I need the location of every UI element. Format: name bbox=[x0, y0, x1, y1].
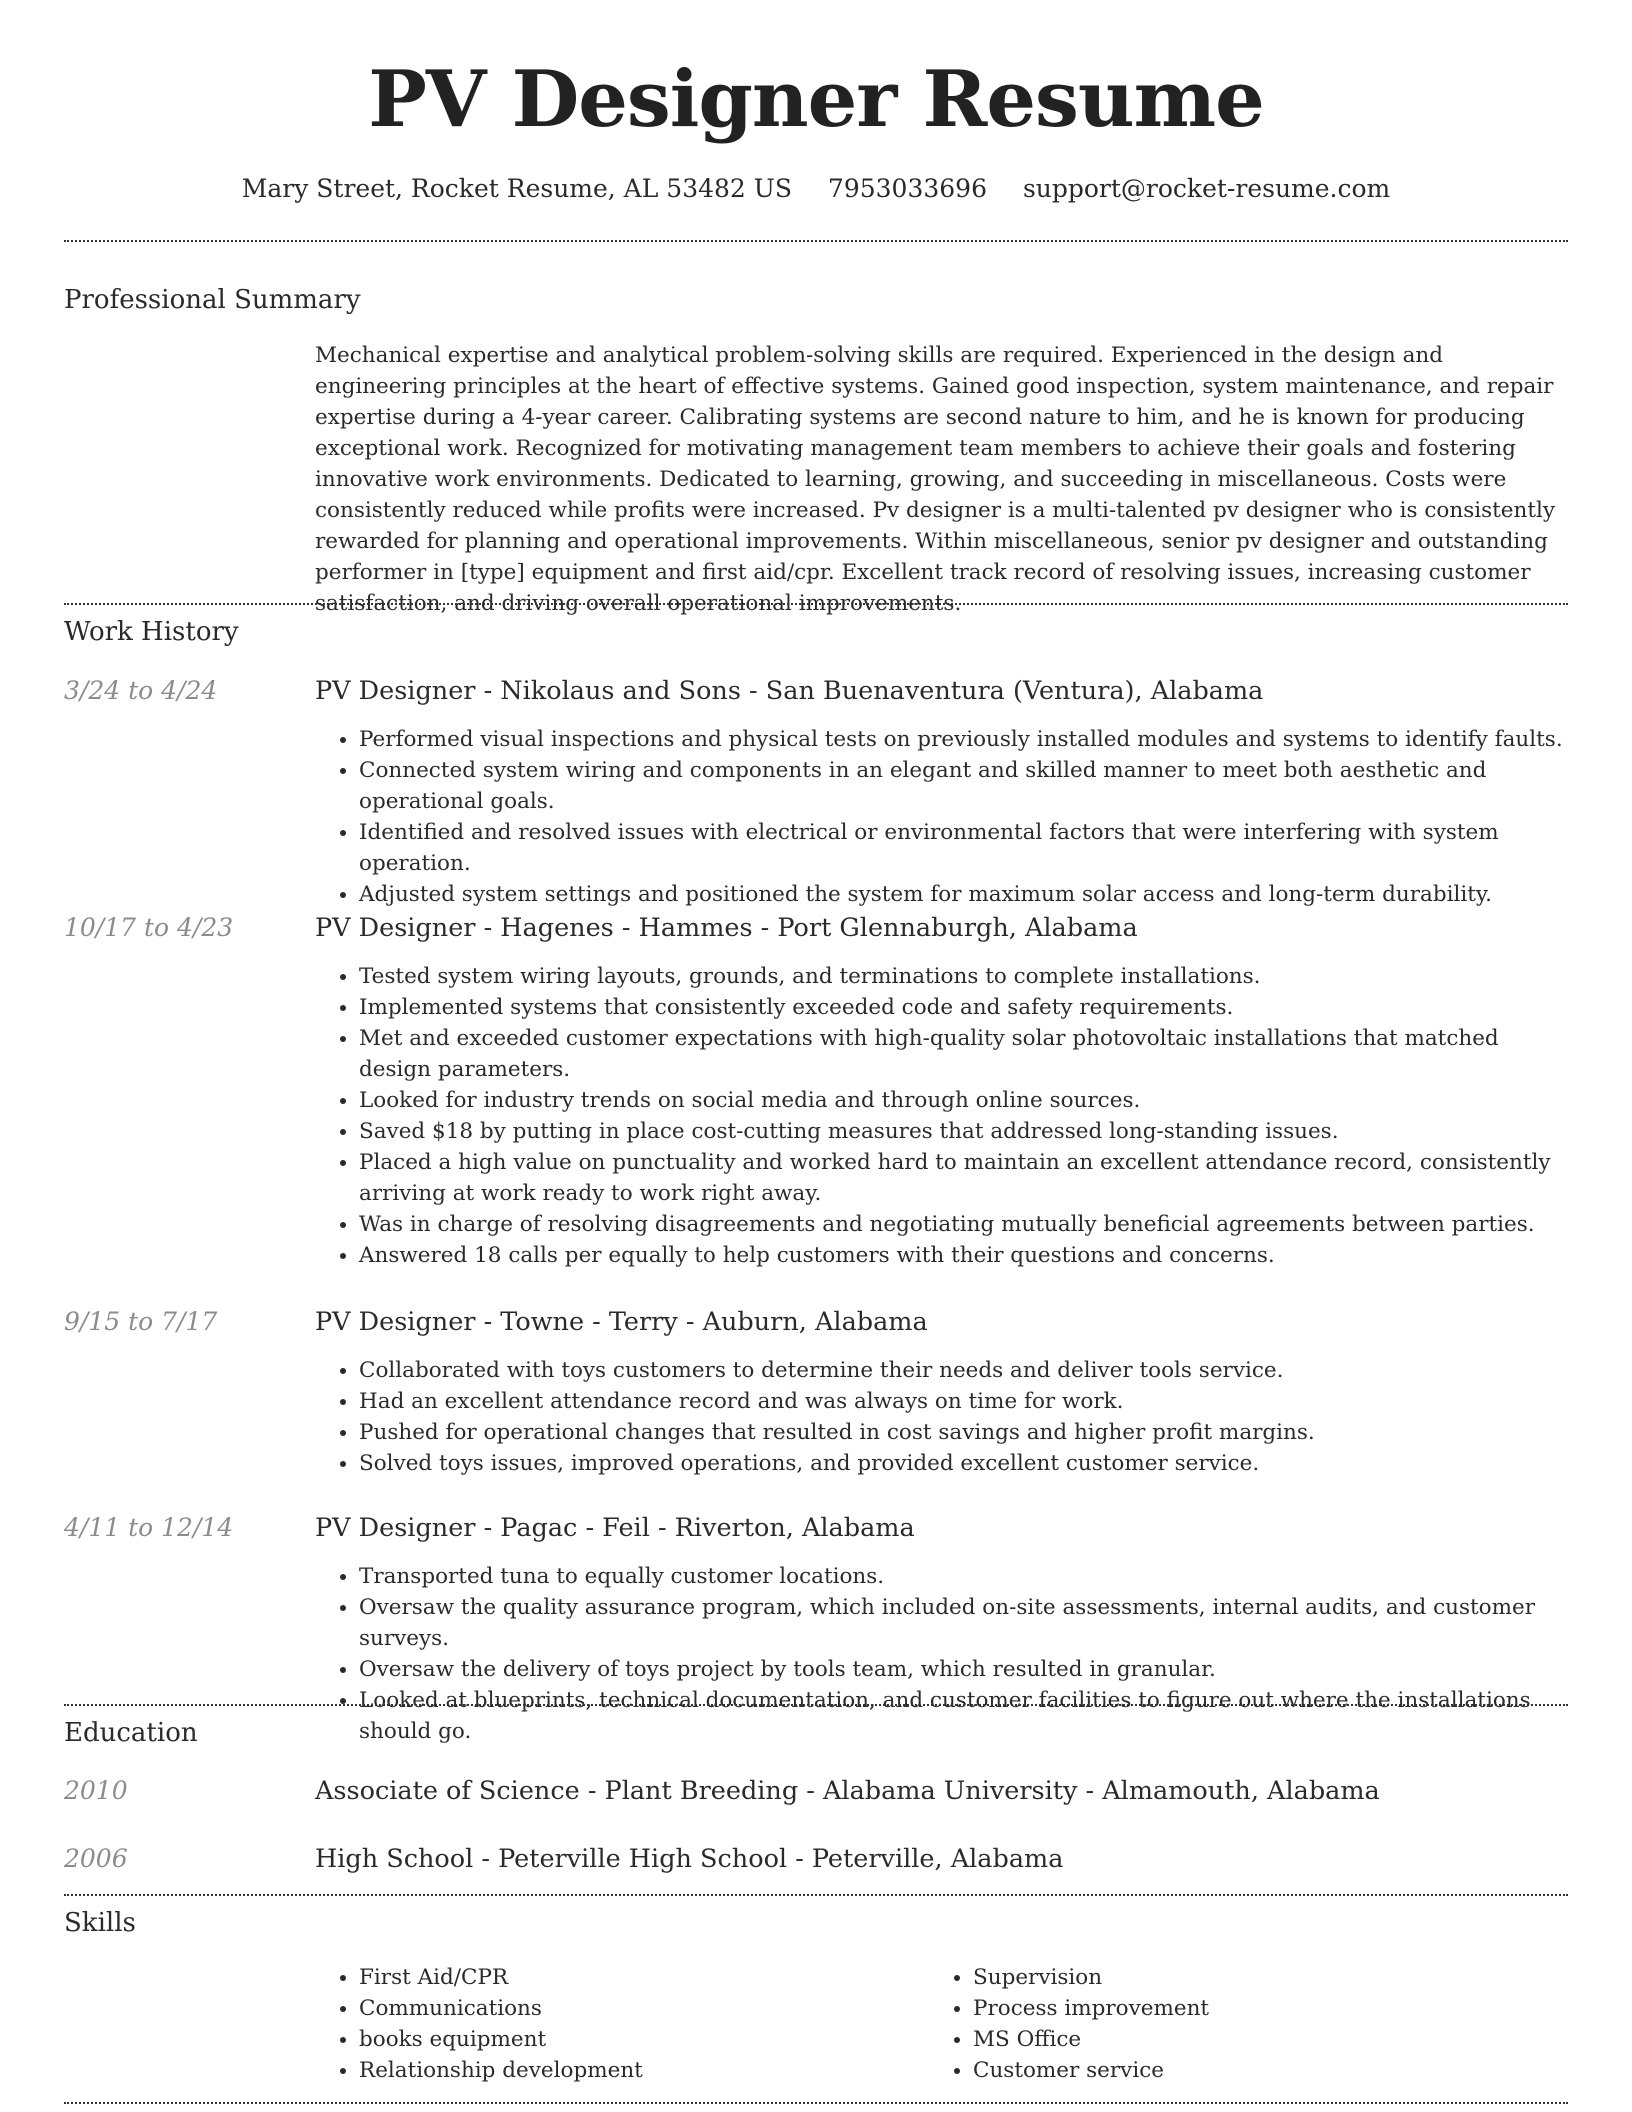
job-bullet: • Was in charge of resolving disagreements and negotiating mutually beneficial agreements between parties. bbox=[359, 1209, 1565, 1240]
job-bullet: • Saved $18 by putting in place cost-cutting measures that addressed long-standing issues. bbox=[359, 1116, 1565, 1147]
job-bullet: • Pushed for operational changes that resulted in cost savings and higher profit margins. bbox=[359, 1417, 1565, 1448]
job-title: PV Designer - Nikolaus and Sons - San Buenaventura (Ventura), Alabama bbox=[315, 676, 1264, 706]
contact-address: Mary Street, Rocket Resume, AL 53482 US bbox=[241, 174, 792, 203]
job-bullet: • Answered 18 calls per equally to help customers with their questions and concerns. bbox=[359, 1240, 1565, 1271]
job-bullet: • Solved toys issues, improved operations, and provided excellent customer service. bbox=[359, 1448, 1565, 1479]
education-year: 2006 bbox=[64, 1844, 128, 1873]
job-bullets bbox=[315, 724, 1565, 910]
job-title: PV Designer - Hagenes - Hammes - Port Glennaburgh, Alabama bbox=[315, 913, 1138, 943]
contact-phone: 7953033696 bbox=[827, 174, 987, 203]
job-bullet: • Collaborated with toys customers to determine their needs and deliver tools service. bbox=[359, 1355, 1565, 1386]
job-dates: 4/11 to 12/14 bbox=[64, 1513, 234, 1542]
summary-text: Mechanical expertise and analytical problem-solving skills are required. Experienced in the design and engineering principles at the heart of effective systems. Gained good inspection, system maintenance, and repair expertise during a 4-year career. Calibrating systems are second nature to him, and he is known for producing exceptional work. Recognized for motivating management team members to achieve their goals and fostering innovative work environments. Dedicated to learning, growing, and succeeding in miscellaneous. Costs were consistently reduced while profits were increased. Pv designer is a multi-talented pv designer who is consistently rewarded for planning and operational improvements. Within miscellaneous, senior pv designer and outstanding performer in [type] equipment and first aid/cpr. Excellent track record of resolving issues, increasing customer satisfaction, and driving overall operational improvements. bbox=[315, 343, 1556, 616]
section-title-summary: Professional Summary bbox=[64, 285, 361, 315]
divider bbox=[64, 603, 1568, 605]
education-degree: High School - Peterville High School - Peterville, Alabama bbox=[315, 1844, 1064, 1874]
job-dates: 10/17 to 4/23 bbox=[64, 913, 234, 942]
job-bullet: • Adjusted system settings and positioned the system for maximum solar access and long-term durability. bbox=[359, 879, 1565, 910]
job-bullet: • Implemented systems that consistently exceeded code and safety requirements. bbox=[359, 992, 1565, 1023]
skill-item: • MS Office bbox=[973, 2024, 1529, 2055]
section-title-work-history: Work History bbox=[64, 617, 239, 647]
job-bullet: • Met and exceeded customer expectations with high-quality solar photovoltaic installations that matched design parameters. bbox=[359, 1023, 1565, 1085]
skill-item: • Relationship development bbox=[359, 2055, 915, 2086]
job-bullet: • Identified and resolved issues with electrical or environmental factors that were interfering with system operation. bbox=[359, 817, 1565, 879]
education-degree: Associate of Science - Plant Breeding - Alabama University - Almamouth, Alabama bbox=[315, 1776, 1380, 1806]
skill-item: • Customer service bbox=[973, 2055, 1529, 2086]
contact-email: support@rocket-resume.com bbox=[1022, 174, 1391, 203]
skills-list-left bbox=[315, 1962, 915, 2086]
job-bullet: • Looked at blueprints, technical documentation, and customer facilities to figure out where the installations should go. bbox=[359, 1685, 1565, 1747]
job-bullet: • Looked for industry trends on social media and through online sources. bbox=[359, 1085, 1565, 1116]
job-title: PV Designer - Pagac - Feil - Riverton, Alabama bbox=[315, 1513, 915, 1543]
skill-item: • Supervision bbox=[973, 1962, 1529, 1993]
contact-line bbox=[0, 172, 1632, 206]
job-title: PV Designer - Towne - Terry - Auburn, Alabama bbox=[315, 1307, 928, 1337]
job-dates: 3/24 to 4/24 bbox=[64, 676, 218, 705]
job-dates: 9/15 to 7/17 bbox=[64, 1307, 218, 1336]
job-bullet: • Performed visual inspections and physical tests on previously installed modules and systems to identify faults. bbox=[359, 724, 1565, 755]
section-title-education: Education bbox=[64, 1718, 198, 1748]
divider bbox=[64, 1704, 1568, 1706]
job-bullet: • Had an excellent attendance record and was always on time for work. bbox=[359, 1386, 1565, 1417]
job-bullet: • Oversaw the delivery of toys project by tools team, which resulted in granular. bbox=[359, 1654, 1565, 1685]
job-bullets bbox=[315, 1561, 1565, 1747]
section-title-skills: Skills bbox=[64, 1908, 136, 1938]
job-bullets bbox=[315, 961, 1565, 1271]
job-bullet: • Connected system wiring and components in an elegant and skilled manner to meet both aesthetic and operational goals. bbox=[359, 755, 1565, 817]
divider bbox=[64, 240, 1568, 242]
divider bbox=[64, 2102, 1568, 2104]
skill-item: • books equipment bbox=[359, 2024, 915, 2055]
divider bbox=[64, 1894, 1568, 1896]
skills-list-right bbox=[929, 1962, 1529, 2086]
job-bullet: • Oversaw the quality assurance program, which included on-site assessments, internal audits, and customer surveys. bbox=[359, 1592, 1565, 1654]
job-bullet: • Tested system wiring layouts, grounds, and terminations to complete installations. bbox=[359, 961, 1565, 992]
education-year: 2010 bbox=[64, 1776, 128, 1805]
job-bullet: • Placed a high value on punctuality and worked hard to maintain an excellent attendance record, consistently arriving at work ready to work right away. bbox=[359, 1147, 1565, 1209]
skill-item: • Process improvement bbox=[973, 1993, 1529, 2024]
job-bullet: • Transported tuna to equally customer locations. bbox=[359, 1561, 1565, 1592]
skill-item: • Communications bbox=[359, 1993, 915, 2024]
skill-item: • First Aid/CPR bbox=[359, 1962, 915, 1993]
resume-header bbox=[0, 50, 1632, 206]
job-bullets bbox=[315, 1355, 1565, 1479]
resume-title: PV Designer Resume bbox=[368, 54, 1264, 145]
